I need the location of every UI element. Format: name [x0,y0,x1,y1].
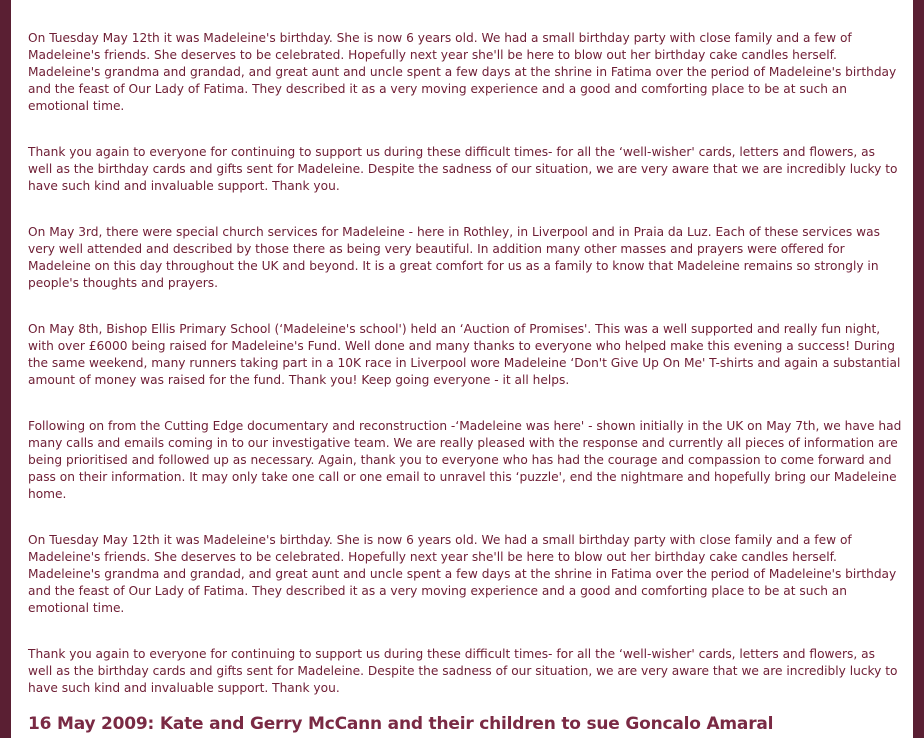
paragraph-thank-you-repeat: Thank you again to everyone for continuing to support us during these difficult times- for all the ‘well-wisher' cards, letters and flowers, as well as the birthday cards and gifts sent for Madeleine. Despite the sadness of our situation, we are very aware that we are incredibly lucky to have such kind and invaluable support. Thank you. [28,647,898,695]
paragraph-auction-of-promises: On May 8th, Bishop Ellis Primary School (‘Madeleine's school') held an ‘Auction of Promises'. This was a well supported and really fun night, with over £6000 being raised for Madeleine's Fund. Well done and many thanks to everyone who helped make this evening a success! During the same weekend, many runners taking part in a 10K race in Liverpool wore Madeleine ‘Don't Give Up On Me' T-shirts and again a substantial amount of money was raised for the fund. Thank you! Keep going everyone - it all helps. [28,322,901,387]
page-frame [11,0,913,738]
paragraph-birthday: On Tuesday May 12th it was Madeleine's birthday. She is now 6 years old. We had a small birthday party with close family and a few of Madeleine's friends. She deserves to be celebrated. Hopefully next year she'll be here to blow out her birthday cake candles herself. Madeleine's grandma and grandad, and great aunt and uncle spent a few days at the shrine in Fatima over the period of Madeleine's birthday and the feast of Our Lady of Fatima. They described it as a very moving experience and a good and comforting place to be at such an emotional time. [28,31,897,113]
next-article-heading[interactable]: 16 May 2009: Kate and Gerry McCann and their children to sue Goncalo Amaral [28,714,774,734]
paragraph-birthday-repeat: On Tuesday May 12th it was Madeleine's birthday. She is now 6 years old. We had a small birthday party with close family and a few of Madeleine's friends. She deserves to be celebrated. Hopefully next year she'll be here to blow out her birthday cake candles herself. Madeleine's grandma and grandad, and great aunt and uncle spent a few days at the shrine in Fatima over the period of Madeleine's birthday and the feast of Our Lady of Fatima. They described it as a very moving experience and a good and comforting place to be at such an emotional time. [28,533,897,615]
paragraph-cutting-edge: Following on from the Cutting Edge documentary and reconstruction -‘Madeleine was here' - shown initially in the UK on May 7th, we have had many calls and emails coming in to our investigative team. We are really pleased with the response and currently all pieces of information are being prioritised and followed up as necessary. Again, thank you to everyone who has had the courage and compassion to come forward and pass on their information. It may only take one call or one email to unravel this ‘puzzle', end the nightmare and hopefully bring our Madeleine home. [28,419,902,501]
article-body [28,30,902,726]
paragraph-church-services: On May 3rd, there were special church services for Madeleine - here in Rothley, in Liverpool and in Praia da Luz. Each of these services was very well attended and described by those there as being very beautiful. In addition many other masses and prayers were offered for Madeleine on this day throughout the UK and beyond. It is a great comfort for us as a family to know that Madeleine remains so strongly in people's thoughts and prayers. [28,225,880,290]
paragraph-thank-you: Thank you again to everyone for continuing to support us during these difficult times- for all the ‘well-wisher' cards, letters and flowers, as well as the birthday cards and gifts sent for Madeleine. Despite the sadness of our situation, we are very aware that we are incredibly lucky to have such kind and invaluable support. Thank you. [28,145,898,193]
